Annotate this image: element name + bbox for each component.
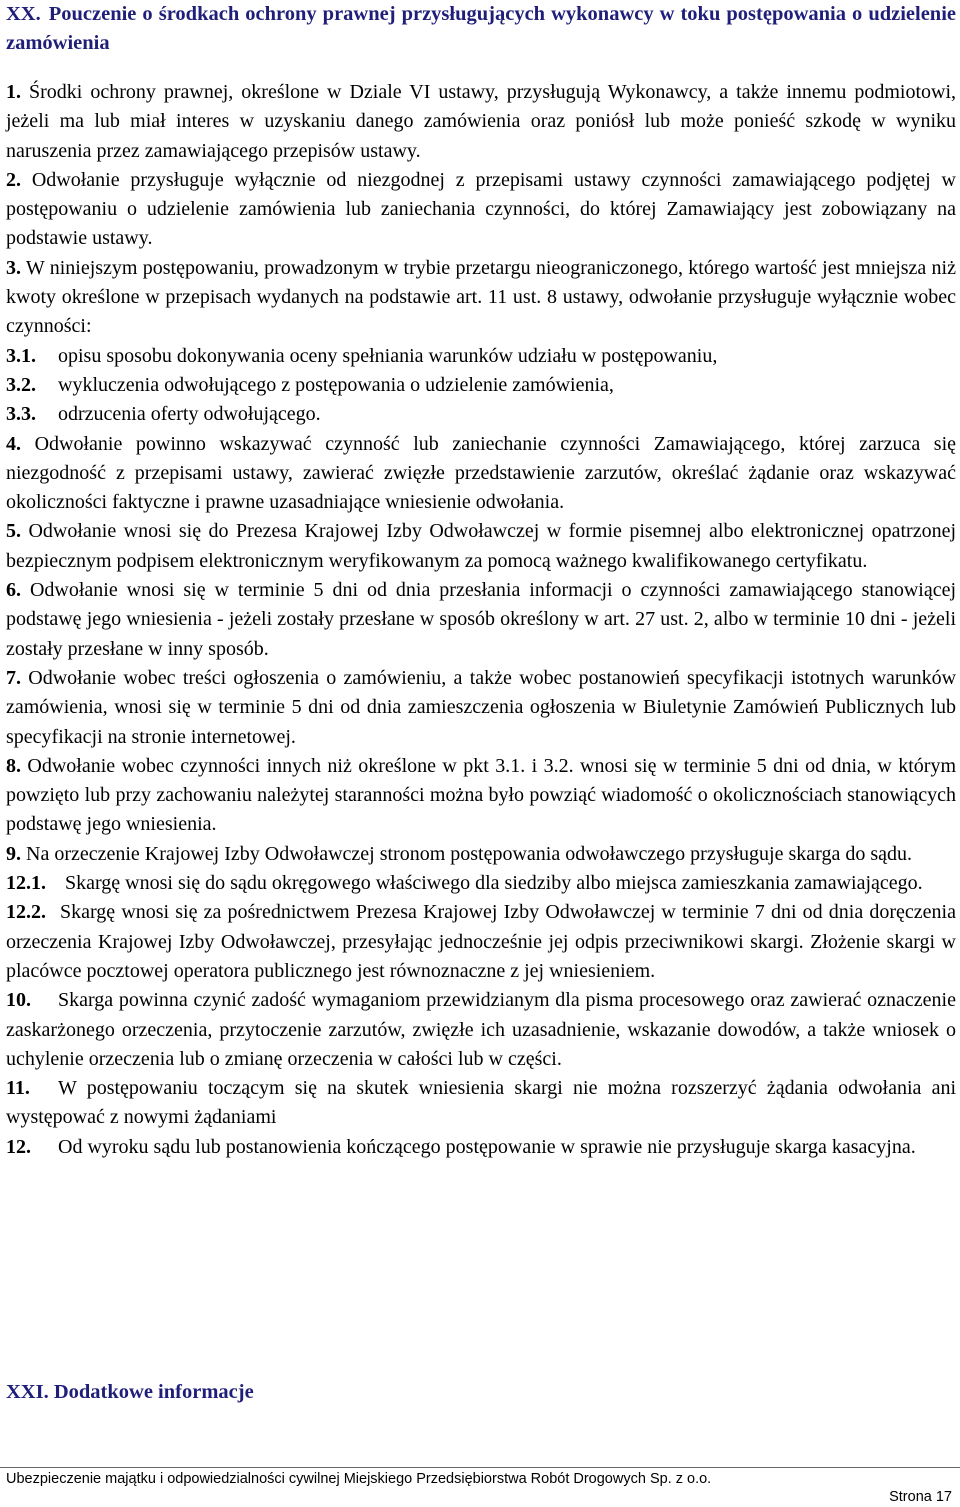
paragraph-3-2 <box>6 371 956 400</box>
paragraph-number: 7. <box>6 666 21 689</box>
paragraph-text: W postępowaniu toczącym się na skutek wniesienia skargi nie można rozszerzyć żądania odwołania ani występować z nowymi żądaniami <box>6 1077 956 1129</box>
paragraph-text: Odwołanie przysługuje wyłącznie od niezgodnej z przepisami ustawy czynności zamawiającego podjętej w postępowaniu o udzielenie zamówienia lub zaniechania czynności, do której Zamawiający jest zobowiązany na podstawie ustawy. <box>6 168 956 250</box>
paragraph-5 <box>6 517 956 576</box>
paragraph-3-1 <box>6 342 956 371</box>
paragraph-number: 3. <box>6 256 21 279</box>
paragraph-3 <box>6 254 956 342</box>
paragraph-text: opisu sposobu dokonywania oceny spełniania warunków udziału w postępowaniu, <box>58 344 718 367</box>
footer-title: Ubezpieczenie majątku i odpowiedzialności cywilnej Miejskiego Przedsiębiorstwa Robót Drogowych Sp. z o.o. <box>6 1471 712 1487</box>
paragraph-number: 4. <box>6 432 21 455</box>
paragraph-6 <box>6 576 956 664</box>
section-20-title: Pouczenie o środkach ochrony prawnej przysługujących wykonawcy w toku postępowania o udzielenie zamówienia <box>6 3 956 54</box>
paragraph-text: Od wyroku sądu lub postanowienia kończącego postępowanie w sprawie nie przysługuje skarga kasacyjna. <box>58 1135 916 1158</box>
paragraph-3-3 <box>6 400 956 429</box>
paragraph-number: 10. <box>6 989 31 1012</box>
paragraph-number: 6. <box>6 579 21 602</box>
paragraph-9 <box>6 840 956 869</box>
paragraph-text: Skarga powinna czynić zadość wymaganiom przewidzianym dla pisma procesowego oraz zawierać oznaczenie zaskarżonego orzeczenia, przytoczenie zarzutów, zwięzłe ich uzasadnienie, wskazanie dowodów, a także wniosek o uchylenie orzeczenia lub o zmianę orzeczenia w całości lub w części. <box>6 989 956 1070</box>
paragraph-number: 12.1. <box>6 872 46 895</box>
paragraph-number: 1. <box>6 81 21 103</box>
paragraph-2 <box>6 166 956 254</box>
paragraph-text: odrzucenia oferty odwołującego. <box>58 403 321 426</box>
paragraph-number: 3.3. <box>6 403 36 426</box>
paragraph-11 <box>6 1074 956 1133</box>
section-20-body <box>6 78 956 1162</box>
paragraph-12-1 <box>6 869 956 898</box>
paragraph-text: Odwołanie wobec treści ogłoszenia o zamówieniu, a także wobec postanowień specyfikacji istotnych warunków zamówienia, wnosi się w terminie 5 dni od dnia zamieszczenia ogłoszenia w Biuletynie Zamówień Publicznych lub specyfikacji na stronie internetowej. <box>6 666 957 748</box>
paragraph-number: 9. <box>6 842 21 865</box>
paragraph-text: Odwołanie wnosi się w terminie 5 dni od dnia przesłania informacji o czynności zamawiającego stanowiącej podstawę jego wniesienia - jeżeli zostały przesłane w sposób określony w art. 27 ust. 2, albo w terminie 10 dni - jeżeli zostały przesłane w inny sposób. <box>6 579 957 660</box>
paragraph-text: Odwołanie wobec czynności innych niż określone w pkt 3.1. i 3.2. wnosi się w terminie 5 dni od dnia, w którym powzięto lub przy zachowaniu należytej staranności można było powziąć wiadomość o okolicznościach stanowiących podstawę jego wniesienia. <box>6 754 957 836</box>
paragraph-number: 8. <box>6 754 21 777</box>
paragraph-text: Skargę wnosi się do sądu okręgowego właściwego dla siedziby albo miejsca zamieszkania zamawiającego. <box>65 872 923 895</box>
section-21-heading: XXI. Dodatkowe informacje <box>6 1381 254 1403</box>
paragraph-text: W niniejszym postępowaniu, prowadzonym w trybie przetargu nieograniczonego, którego wartość jest mniejsza niż kwoty określone w przepisach wydanych na podstawie art. 11 ust. 8 ustawy, odwołanie przysługuje wyłącznie wobec czynności: <box>6 256 956 338</box>
paragraph-text: wykluczenia odwołującego z postępowania o udzielenie zamówienia, <box>58 373 614 396</box>
paragraph-12-2 <box>6 898 956 986</box>
paragraph-4 <box>6 430 956 518</box>
paragraph-text: Na orzeczenie Krajowej Izby Odwoławczej stronom postępowania odwoławczego przysługuje skarga do sądu. <box>26 842 912 865</box>
page-number: Strona 17 <box>889 1489 952 1505</box>
paragraph-number: 5. <box>6 520 21 543</box>
paragraph-number: 12.2. <box>6 901 46 924</box>
paragraph-number: 3.1. <box>6 344 36 367</box>
paragraph-text: Skargę wnosi się za pośrednictwem Prezesa Krajowej Izby Odwoławczej w terminie 7 dni od dnia doręczenia orzeczenia Krajowej Izby Odwoławczej, przesyłając jednocześnie jej odpis przeciwnikowi skargi. Złożenie skargi w placówce pocztowej operatora publicznego jest równoznaczne z jej wniesieniem. <box>6 901 956 982</box>
paragraph-number: 12. <box>6 1135 31 1158</box>
paragraph-8 <box>6 752 956 840</box>
paragraph-12 <box>6 1133 956 1162</box>
paragraph-1 <box>6 78 956 166</box>
section-20-number: XX. <box>6 3 41 25</box>
section-20-heading <box>6 0 956 58</box>
paragraph-number: 11. <box>6 1077 30 1100</box>
paragraph-text: Środki ochrony prawnej, określone w Dziale VI ustawy, przysługują Wykonawcy, a także innemu podmiotowi, jeżeli ma lub miał interes w uzyskaniu danego zamówienia oraz poniósł lub może ponieść szkodę w wyniku naruszenia przez zamawiającego przepisów ustawy. <box>6 81 956 162</box>
paragraph-number: 3.2. <box>6 373 36 396</box>
paragraph-text: Odwołanie wnosi się do Prezesa Krajowej Izby Odwoławczej w formie pisemnej albo elektronicznej opatrzonej bezpiecznym podpisem elektronicznym weryfikowanym za pomocą ważnego kwalifikowanego certyfikatu. <box>6 520 956 572</box>
paragraph-number: 2. <box>6 168 21 191</box>
footer-divider <box>0 1467 960 1468</box>
paragraph-10 <box>6 986 956 1074</box>
paragraph-text: Odwołanie powinno wskazywać czynność lub zaniechanie czynności Zamawiającego, której zarzuca się niezgodność z przepisami ustawy, zawierać zwięzłe przedstawienie zarzutów, określać żądanie oraz wskazywać okoliczności faktyczne i prawne uzasadniające wniesienie odwołania. <box>6 432 956 514</box>
paragraph-7 <box>6 664 956 752</box>
